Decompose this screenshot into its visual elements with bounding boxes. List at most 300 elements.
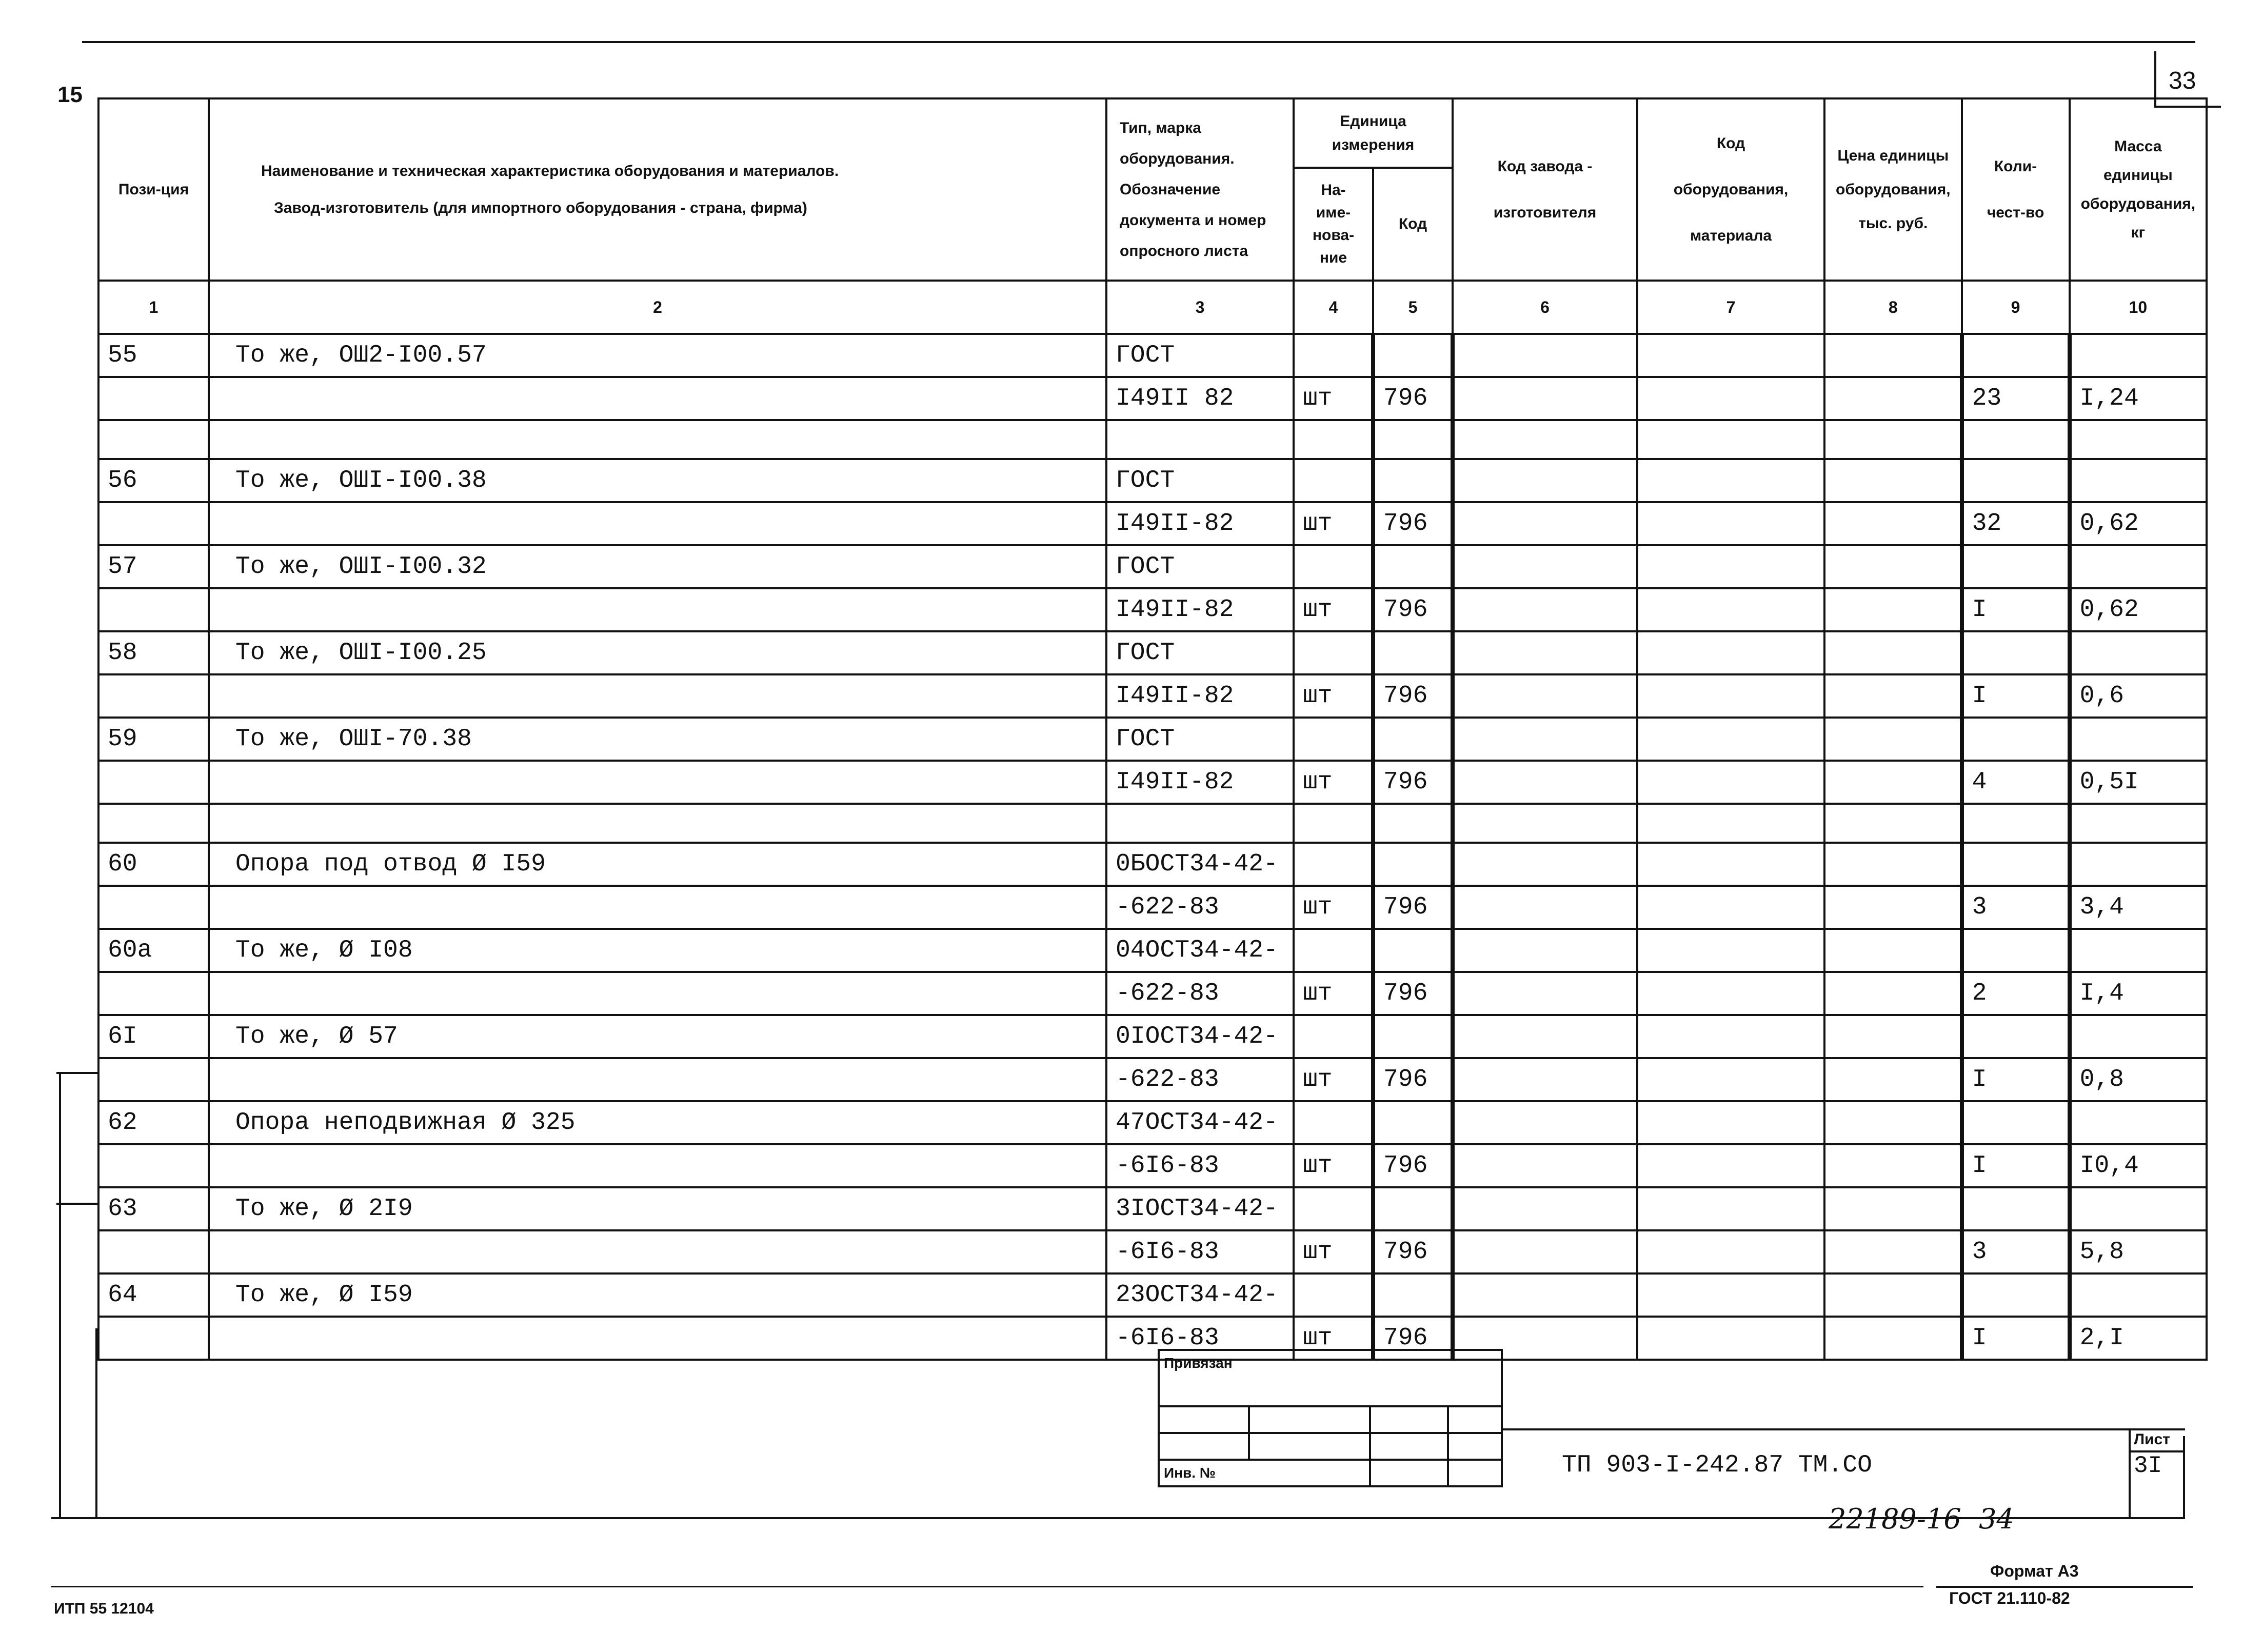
header-type: Тип, марка оборудования. Обозначение документа и номер опросного листа bbox=[1106, 98, 1294, 281]
cell-unit-name: шт bbox=[1294, 761, 1373, 804]
cell-price bbox=[1824, 718, 1962, 761]
col-number-4: 4 bbox=[1294, 281, 1373, 334]
cell-price bbox=[1824, 588, 1962, 631]
header-unit-name: На-име-нова-ние bbox=[1294, 168, 1373, 281]
cell-position: 64 bbox=[98, 1273, 209, 1317]
cell-unit-name: шт bbox=[1294, 1058, 1373, 1101]
cell-name bbox=[209, 1317, 1106, 1360]
cell-unit-code bbox=[1373, 1101, 1453, 1144]
cell-factory-code bbox=[1453, 804, 1637, 843]
cell-factory-code bbox=[1453, 1187, 1637, 1230]
cell-unit-name bbox=[1294, 1101, 1373, 1144]
cell-equipment-code bbox=[1637, 804, 1824, 843]
cell-equipment-code bbox=[1637, 718, 1824, 761]
table-row bbox=[98, 631, 2207, 674]
table-row bbox=[98, 1187, 2207, 1230]
cell-mass: I,4 bbox=[2070, 972, 2207, 1015]
col-number-9: 9 bbox=[1962, 281, 2070, 334]
cell-type: 23ОСТ34-42- bbox=[1106, 1273, 1294, 1317]
header-price: Цена единицы оборудования, тыс. руб. bbox=[1824, 98, 1962, 281]
cell-unit-name bbox=[1294, 843, 1373, 886]
cell-quantity bbox=[1962, 718, 2070, 761]
col-number-2: 2 bbox=[209, 281, 1106, 334]
cell-unit-name bbox=[1294, 334, 1373, 377]
gost-label: ГОСТ 21.110-82 bbox=[1949, 1589, 2070, 1607]
cell-equipment-code bbox=[1637, 972, 1824, 1015]
cell-type: -622-83 bbox=[1106, 972, 1294, 1015]
cell-type: 0IОСТ34-42- bbox=[1106, 1015, 1294, 1058]
cell-unit-name bbox=[1294, 545, 1373, 588]
sheet-top-line bbox=[82, 41, 2195, 43]
cell-name bbox=[209, 1144, 1106, 1187]
cell-position: 56 bbox=[98, 459, 209, 502]
cell-mass bbox=[2070, 631, 2207, 674]
cell-price bbox=[1824, 674, 1962, 718]
cell-position bbox=[98, 972, 209, 1015]
cell-mass: 0,62 bbox=[2070, 502, 2207, 545]
cell-type: ГОСТ bbox=[1106, 718, 1294, 761]
cell-equipment-code bbox=[1637, 761, 1824, 804]
cell-unit-code bbox=[1373, 1187, 1453, 1230]
cell-factory-code bbox=[1453, 545, 1637, 588]
cell-type: -6I6-83 bbox=[1106, 1144, 1294, 1187]
cell-quantity: I bbox=[1962, 588, 2070, 631]
cell-equipment-code bbox=[1637, 1144, 1824, 1187]
left-margin-mark-top bbox=[56, 1072, 97, 1074]
cell-type bbox=[1106, 804, 1294, 843]
cell-unit-code bbox=[1373, 929, 1453, 972]
cell-quantity: 4 bbox=[1962, 761, 2070, 804]
cell-equipment-code bbox=[1637, 674, 1824, 718]
cell-quantity bbox=[1962, 459, 2070, 502]
cell-name bbox=[209, 886, 1106, 929]
cell-mass: I0,4 bbox=[2070, 1144, 2207, 1187]
col-number-7: 7 bbox=[1637, 281, 1824, 334]
cell-type: I49II-82 bbox=[1106, 502, 1294, 545]
format-label: Формат А3 bbox=[1990, 1562, 2079, 1580]
col-number-8: 8 bbox=[1824, 281, 1962, 334]
cell-name: То же, Ø I08 bbox=[209, 929, 1106, 972]
table-row bbox=[98, 1058, 2207, 1101]
footer-left-line bbox=[51, 1586, 1923, 1587]
cell-unit-code: 796 bbox=[1373, 377, 1453, 420]
cell-mass: 0,6 bbox=[2070, 674, 2207, 718]
cell-name: То же, ОШI-I00.25 bbox=[209, 631, 1106, 674]
table-row bbox=[98, 588, 2207, 631]
cell-type: -6I6-83 bbox=[1106, 1230, 1294, 1273]
cell-mass: 5,8 bbox=[2070, 1230, 2207, 1273]
stamp-inventory-label: Инв. № bbox=[1159, 1460, 1370, 1486]
cell-equipment-code bbox=[1637, 1230, 1824, 1273]
cell-price bbox=[1824, 420, 1962, 459]
cell-price bbox=[1824, 1101, 1962, 1144]
cell-unit-name bbox=[1294, 718, 1373, 761]
cell-unit-code bbox=[1373, 718, 1453, 761]
cell-price bbox=[1824, 1187, 1962, 1230]
cell-position: 60а bbox=[98, 929, 209, 972]
left-margin-mark-mid bbox=[56, 1203, 97, 1205]
linked-stamp-table bbox=[1158, 1349, 1503, 1487]
cell-quantity: 2 bbox=[1962, 972, 2070, 1015]
cell-factory-code bbox=[1453, 502, 1637, 545]
cell-price bbox=[1824, 886, 1962, 929]
table-row bbox=[98, 502, 2207, 545]
table-row bbox=[98, 1230, 2207, 1273]
cell-position bbox=[98, 377, 209, 420]
document-designation: ТП 903-I-242.87 ТМ.СО bbox=[1562, 1451, 1872, 1479]
cell-type: 0БОСТ34-42- bbox=[1106, 843, 1294, 886]
cell-mass bbox=[2070, 545, 2207, 588]
cell-quantity: 32 bbox=[1962, 502, 2070, 545]
handwritten-number: 22189-16 34 bbox=[1829, 1503, 2014, 1535]
col-number-10: 10 bbox=[2070, 281, 2207, 334]
cell-name bbox=[209, 1230, 1106, 1273]
cell-name: То же, Ø 2I9 bbox=[209, 1187, 1106, 1230]
top-page-number: 33 bbox=[2169, 67, 2196, 94]
cell-unit-code bbox=[1373, 420, 1453, 459]
header-description-line2: Завод-изготовитель (для импортного оборудования - страна, фирма) bbox=[274, 199, 807, 216]
cell-price bbox=[1824, 1015, 1962, 1058]
cell-position bbox=[98, 761, 209, 804]
cell-quantity bbox=[1962, 1187, 2070, 1230]
cell-unit-code: 796 bbox=[1373, 972, 1453, 1015]
cell-unit-code: 796 bbox=[1373, 761, 1453, 804]
table-row bbox=[98, 1144, 2207, 1187]
cell-quantity: 3 bbox=[1962, 886, 2070, 929]
cell-factory-code bbox=[1453, 420, 1637, 459]
cell-unit-code: 796 bbox=[1373, 886, 1453, 929]
cell-mass bbox=[2070, 804, 2207, 843]
table-row bbox=[98, 334, 2207, 377]
cell-mass bbox=[2070, 1187, 2207, 1230]
cell-factory-code bbox=[1453, 459, 1637, 502]
cell-equipment-code bbox=[1637, 843, 1824, 886]
right-frame-bottom bbox=[2183, 1436, 2185, 1519]
cell-equipment-code bbox=[1637, 545, 1824, 588]
cell-price bbox=[1824, 631, 1962, 674]
cell-unit-name bbox=[1294, 804, 1373, 843]
cell-mass bbox=[2070, 420, 2207, 459]
cell-unit-code: 796 bbox=[1373, 1058, 1453, 1101]
cell-unit-name: шт bbox=[1294, 1144, 1373, 1187]
cell-unit-code bbox=[1373, 1015, 1453, 1058]
cell-unit-name bbox=[1294, 459, 1373, 502]
cell-equipment-code bbox=[1637, 377, 1824, 420]
cell-price bbox=[1824, 1317, 1962, 1360]
cell-position: 59 bbox=[98, 718, 209, 761]
table-row bbox=[98, 545, 2207, 588]
cell-type: ГОСТ bbox=[1106, 459, 1294, 502]
left-margin-mark-line bbox=[59, 1072, 61, 1518]
header-unit: Единица измерения bbox=[1294, 98, 1453, 168]
cell-mass: I,24 bbox=[2070, 377, 2207, 420]
cell-position: 58 bbox=[98, 631, 209, 674]
cell-factory-code bbox=[1453, 972, 1637, 1015]
cell-mass bbox=[2070, 843, 2207, 886]
cell-unit-code bbox=[1373, 545, 1453, 588]
table-row bbox=[98, 459, 2207, 502]
cell-mass: 2,I bbox=[2070, 1317, 2207, 1360]
cell-price bbox=[1824, 545, 1962, 588]
cell-factory-code bbox=[1453, 843, 1637, 886]
cell-quantity bbox=[1962, 631, 2070, 674]
cell-mass bbox=[2070, 929, 2207, 972]
cell-unit-code: 796 bbox=[1373, 502, 1453, 545]
cell-quantity bbox=[1962, 1273, 2070, 1317]
cell-name: То же, ОШI-70.38 bbox=[209, 718, 1106, 761]
cell-price bbox=[1824, 334, 1962, 377]
cell-type: ГОСТ bbox=[1106, 631, 1294, 674]
cell-position bbox=[98, 588, 209, 631]
cell-unit-name: шт bbox=[1294, 1230, 1373, 1273]
cell-equipment-code bbox=[1637, 1187, 1824, 1230]
cell-price bbox=[1824, 1230, 1962, 1273]
cell-position: 63 bbox=[98, 1187, 209, 1230]
cell-name bbox=[209, 502, 1106, 545]
corner-number: 15 bbox=[57, 82, 83, 107]
cell-type bbox=[1106, 420, 1294, 459]
header-position: Пози-ция bbox=[98, 98, 209, 281]
left-frame-bottom bbox=[95, 1328, 97, 1518]
cell-unit-name: шт bbox=[1294, 886, 1373, 929]
table-row bbox=[98, 843, 2207, 886]
cell-type: I49II 82 bbox=[1106, 377, 1294, 420]
cell-position bbox=[98, 1058, 209, 1101]
cell-unit-code bbox=[1373, 1273, 1453, 1317]
cell-position bbox=[98, 674, 209, 718]
table-row bbox=[98, 929, 2207, 972]
cell-type: 47ОСТ34-42- bbox=[1106, 1101, 1294, 1144]
cell-mass: 0,5I bbox=[2070, 761, 2207, 804]
cell-quantity: I bbox=[1962, 1058, 2070, 1101]
header-equipment-code: Код оборудования, материала bbox=[1637, 98, 1824, 281]
cell-type: -622-83 bbox=[1106, 886, 1294, 929]
cell-quantity bbox=[1962, 1015, 2070, 1058]
cell-price bbox=[1824, 1058, 1962, 1101]
cell-name bbox=[209, 761, 1106, 804]
cell-type: I49II-82 bbox=[1106, 761, 1294, 804]
cell-unit-code: 796 bbox=[1373, 1144, 1453, 1187]
sheet-number: 3I bbox=[2134, 1452, 2162, 1479]
cell-mass bbox=[2070, 718, 2207, 761]
cell-price bbox=[1824, 929, 1962, 972]
cell-position bbox=[98, 804, 209, 843]
cell-price bbox=[1824, 459, 1962, 502]
cell-mass bbox=[2070, 1273, 2207, 1317]
table-row bbox=[98, 972, 2207, 1015]
cell-position: 6I bbox=[98, 1015, 209, 1058]
cell-unit-name: шт bbox=[1294, 377, 1373, 420]
cell-quantity: 23 bbox=[1962, 377, 2070, 420]
cell-quantity: I bbox=[1962, 1317, 2070, 1360]
cell-name bbox=[209, 420, 1106, 459]
cell-factory-code bbox=[1453, 929, 1637, 972]
cell-mass bbox=[2070, 459, 2207, 502]
cell-quantity bbox=[1962, 334, 2070, 377]
table-row bbox=[98, 1273, 2207, 1317]
table-row bbox=[98, 718, 2207, 761]
cell-quantity bbox=[1962, 929, 2070, 972]
cell-factory-code bbox=[1453, 334, 1637, 377]
cell-type: 3IОСТ34-42- bbox=[1106, 1187, 1294, 1230]
header-description bbox=[209, 98, 1106, 281]
sheet-label: Лист bbox=[2134, 1431, 2170, 1448]
cell-quantity bbox=[1962, 843, 2070, 886]
cell-price bbox=[1824, 1144, 1962, 1187]
cell-mass: 3,4 bbox=[2070, 886, 2207, 929]
cell-unit-name: шт bbox=[1294, 972, 1373, 1015]
cell-unit-name bbox=[1294, 1273, 1373, 1317]
table-row bbox=[98, 804, 2207, 843]
cell-position: 57 bbox=[98, 545, 209, 588]
cell-name: То же, ОШI-I00.38 bbox=[209, 459, 1106, 502]
cell-mass: 0,8 bbox=[2070, 1058, 2207, 1101]
cell-factory-code bbox=[1453, 761, 1637, 804]
header-factory-code: Код завода - изготовителя bbox=[1453, 98, 1637, 281]
table-row bbox=[98, 377, 2207, 420]
cell-name bbox=[209, 588, 1106, 631]
designation-top-line bbox=[1503, 1428, 2185, 1430]
cell-type: ГОСТ bbox=[1106, 545, 1294, 588]
cell-quantity: 3 bbox=[1962, 1230, 2070, 1273]
header-quantity: Коли-чест-во bbox=[1962, 98, 2070, 281]
cell-position bbox=[98, 886, 209, 929]
cell-equipment-code bbox=[1637, 1058, 1824, 1101]
cell-equipment-code bbox=[1637, 420, 1824, 459]
cell-unit-code bbox=[1373, 631, 1453, 674]
cell-unit-name bbox=[1294, 929, 1373, 972]
cell-price bbox=[1824, 804, 1962, 843]
cell-unit-code: 796 bbox=[1373, 1317, 1453, 1360]
cell-price bbox=[1824, 843, 1962, 886]
table-row bbox=[98, 886, 2207, 929]
cell-quantity bbox=[1962, 545, 2070, 588]
cell-position bbox=[98, 1144, 209, 1187]
cell-factory-code bbox=[1453, 1015, 1637, 1058]
cell-price bbox=[1824, 1273, 1962, 1317]
cell-quantity: I bbox=[1962, 1144, 2070, 1187]
cell-unit-name bbox=[1294, 420, 1373, 459]
cell-unit-name bbox=[1294, 631, 1373, 674]
cell-unit-code bbox=[1373, 459, 1453, 502]
cell-type: ГОСТ bbox=[1106, 334, 1294, 377]
cell-unit-code: 796 bbox=[1373, 1230, 1453, 1273]
cell-unit-code: 796 bbox=[1373, 674, 1453, 718]
table-row bbox=[98, 1101, 2207, 1144]
cell-factory-code bbox=[1453, 674, 1637, 718]
cell-factory-code bbox=[1453, 1144, 1637, 1187]
cell-position bbox=[98, 1230, 209, 1273]
cell-equipment-code bbox=[1637, 588, 1824, 631]
table-row bbox=[98, 674, 2207, 718]
cell-quantity bbox=[1962, 1101, 2070, 1144]
cell-mass: 0,62 bbox=[2070, 588, 2207, 631]
cell-factory-code bbox=[1453, 1058, 1637, 1101]
cell-type: I49II-82 bbox=[1106, 674, 1294, 718]
cell-equipment-code bbox=[1637, 459, 1824, 502]
cell-position: 60 bbox=[98, 843, 209, 886]
stamp-linked-label: Привязан bbox=[1159, 1350, 1502, 1406]
cell-equipment-code bbox=[1637, 334, 1824, 377]
cell-unit-name bbox=[1294, 1187, 1373, 1230]
cell-unit-code: 796 bbox=[1373, 588, 1453, 631]
cell-equipment-code bbox=[1637, 886, 1824, 929]
cell-factory-code bbox=[1453, 886, 1637, 929]
cell-equipment-code bbox=[1637, 631, 1824, 674]
cell-name bbox=[209, 972, 1106, 1015]
cell-name bbox=[209, 1058, 1106, 1101]
col-number-5: 5 bbox=[1373, 281, 1453, 334]
cell-factory-code bbox=[1453, 1101, 1637, 1144]
header-description-line1: Наименование и техническая характеристика оборудования и материалов. bbox=[261, 162, 839, 180]
cell-price bbox=[1824, 972, 1962, 1015]
cell-equipment-code bbox=[1637, 1273, 1824, 1317]
cell-mass bbox=[2070, 334, 2207, 377]
cell-unit-code bbox=[1373, 804, 1453, 843]
header-unit-code: Код bbox=[1373, 168, 1453, 281]
header-mass: Масса единицы оборудования, кг bbox=[2070, 98, 2207, 281]
cell-equipment-code bbox=[1637, 1101, 1824, 1144]
table-row bbox=[98, 761, 2207, 804]
cell-mass bbox=[2070, 1015, 2207, 1058]
col-number-1: 1 bbox=[98, 281, 209, 334]
left-code: ИТП 55 12104 bbox=[54, 1600, 154, 1617]
footer-line bbox=[1936, 1586, 2193, 1588]
cell-type: I49II-82 bbox=[1106, 588, 1294, 631]
cell-quantity bbox=[1962, 420, 2070, 459]
specification-table bbox=[97, 97, 2208, 1361]
table-body bbox=[98, 334, 2207, 1360]
cell-equipment-code bbox=[1637, 1317, 1824, 1360]
cell-unit-name: шт bbox=[1294, 674, 1373, 718]
cell-equipment-code bbox=[1637, 502, 1824, 545]
cell-name: То же, ОШ2-I00.57 bbox=[209, 334, 1106, 377]
cell-name: То же, Ø 57 bbox=[209, 1015, 1106, 1058]
cell-factory-code bbox=[1453, 1273, 1637, 1317]
cell-name: Опора неподвижная Ø 325 bbox=[209, 1101, 1106, 1144]
cell-position: 62 bbox=[98, 1101, 209, 1144]
cell-name bbox=[209, 674, 1106, 718]
cell-name bbox=[209, 377, 1106, 420]
cell-position bbox=[98, 420, 209, 459]
cell-factory-code bbox=[1453, 1230, 1637, 1273]
cell-factory-code bbox=[1453, 718, 1637, 761]
cell-price bbox=[1824, 761, 1962, 804]
cell-position bbox=[98, 1317, 209, 1360]
cell-type: -6I6-83 bbox=[1106, 1317, 1294, 1360]
cell-unit-code bbox=[1373, 334, 1453, 377]
cell-factory-code bbox=[1453, 588, 1637, 631]
cell-factory-code bbox=[1453, 377, 1637, 420]
cell-type: -622-83 bbox=[1106, 1058, 1294, 1101]
cell-unit-name: шт bbox=[1294, 588, 1373, 631]
cell-name: То же, ОШI-I00.32 bbox=[209, 545, 1106, 588]
cell-factory-code bbox=[1453, 631, 1637, 674]
cell-price bbox=[1824, 377, 1962, 420]
col-number-3: 3 bbox=[1106, 281, 1294, 334]
cell-equipment-code bbox=[1637, 929, 1824, 972]
cell-quantity: I bbox=[1962, 674, 2070, 718]
cell-mass bbox=[2070, 1101, 2207, 1144]
cell-equipment-code bbox=[1637, 1015, 1824, 1058]
table-row bbox=[98, 420, 2207, 459]
cell-unit-name bbox=[1294, 1015, 1373, 1058]
cell-name bbox=[209, 804, 1106, 843]
table-row bbox=[98, 1317, 2207, 1360]
table-row bbox=[98, 1015, 2207, 1058]
sheet-box-left bbox=[2129, 1428, 2131, 1518]
cell-position: 55 bbox=[98, 334, 209, 377]
